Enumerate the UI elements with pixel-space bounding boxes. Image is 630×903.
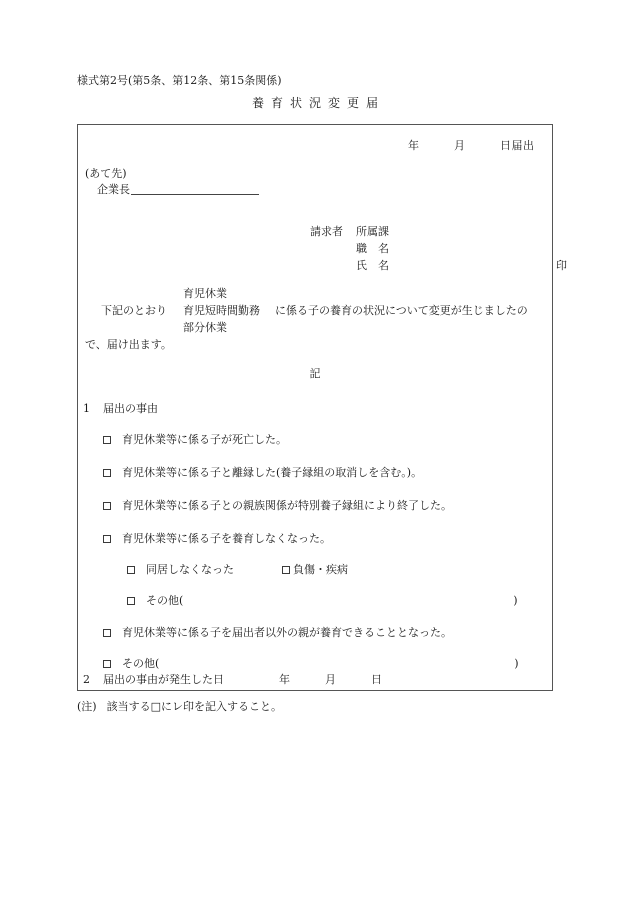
requester-row [310, 240, 567, 257]
addressee-recipient-label: 企業長 [97, 183, 130, 196]
section2-date-field[interactable]: 年 月 日 [279, 673, 383, 686]
document-title: 養育状況変更届 [251, 96, 385, 110]
checkbox-icon[interactable] [103, 535, 111, 543]
statement-line-2 [83, 302, 528, 319]
requester-lead-spacer [310, 240, 356, 257]
section2-row [83, 671, 383, 687]
reason-other-label: その他( [122, 657, 160, 670]
reason-label-3: 育児休業等に係る子との親族関係が特別養子縁組により終了した。 [122, 499, 452, 512]
checkbox-icon[interactable] [103, 502, 111, 510]
section1-number: 1 [83, 402, 90, 415]
sub-reason-row-2[interactable] [127, 593, 518, 608]
section1-heading: 届出の事由 [103, 402, 158, 415]
statement-tail: に係る子の養育の状況について変更が生じましたの [275, 304, 528, 317]
reason-other-close: ) [514, 657, 519, 670]
form-code: 様式第2号(第5条、第12条、第15条関係) [77, 74, 282, 87]
statement-line-4 [83, 336, 528, 353]
checkbox-icon[interactable] [103, 629, 111, 637]
requester-name-label[interactable]: 氏 名 [356, 259, 389, 272]
statement-close: で、届け出ます。 [85, 338, 172, 351]
sub-reason-row-1[interactable] [127, 562, 348, 577]
statement-block [83, 285, 528, 353]
addressee-label: (あて先) [85, 167, 127, 180]
note-marker: (注) [77, 700, 97, 713]
sub-reason-other-label: その他( [146, 594, 184, 607]
reason-label-2: 育児休業等に係る子と離縁した(養子縁組の取消しを含む。)。 [122, 466, 423, 479]
statement-line-3 [83, 319, 528, 336]
note-text: 該当する□にレ印を記入すること。 [106, 700, 282, 713]
reason-checkbox-row-4[interactable] [103, 531, 331, 546]
sub-reason-label-2: 負傷・疾病 [293, 563, 348, 576]
sub-reason-other-close: ) [513, 594, 518, 607]
reason-checkbox-row-3[interactable] [103, 498, 452, 513]
checkbox-icon[interactable] [127, 597, 135, 605]
reason-checkbox-row-2[interactable] [103, 465, 422, 480]
section2-heading: 届出の事由が発生した日 [103, 673, 224, 686]
checkbox-icon[interactable] [103, 469, 111, 477]
sub-reason-label-1: 同居しなくなった [146, 563, 234, 576]
checkbox-icon[interactable] [282, 566, 290, 574]
statement-line-1 [83, 285, 528, 302]
reason-label-5: 育児休業等に係る子を届出者以外の親が養育できることとなった。 [122, 626, 452, 639]
note-row [77, 698, 282, 714]
requester-block [310, 223, 567, 274]
reason-checkbox-row-5[interactable] [103, 625, 452, 640]
addressee-input-rule[interactable] [131, 194, 259, 195]
requester-row [310, 257, 567, 274]
reason-checkbox-row-1[interactable] [103, 432, 287, 447]
requester-lead-spacer [310, 257, 356, 274]
addressee-row [97, 181, 259, 197]
section2-number: 2 [83, 672, 90, 686]
requester-position-label[interactable]: 職 名 [356, 242, 389, 255]
leave-type-option-0[interactable]: 育児休業 [183, 287, 227, 300]
filed-date-field[interactable]: 年 月 日届出 [408, 139, 535, 152]
requester-department-label[interactable]: 所属課 [356, 225, 389, 238]
reason-label-1: 育児休業等に係る子が死亡した。 [122, 433, 287, 446]
leave-type-option-2[interactable]: 部分休業 [183, 321, 227, 334]
checkbox-icon[interactable] [103, 436, 111, 444]
requester-lead-label: 請求者 [310, 225, 343, 238]
leave-type-option-1[interactable]: 育児短時間勤務 [183, 304, 260, 317]
checkbox-icon[interactable] [103, 660, 111, 668]
checkbox-icon[interactable] [127, 566, 135, 574]
section1-title [83, 400, 158, 416]
seal-mark: 印 [556, 259, 567, 272]
reason-label-4: 育児休業等に係る子を養育しなくなった。 [122, 532, 331, 545]
requester-row [310, 223, 567, 240]
statement-lead: 下記のとおり [101, 304, 167, 317]
ki-mark: 記 [309, 367, 321, 380]
reason-checkbox-row-6[interactable] [103, 656, 519, 671]
form-box [77, 124, 567, 691]
